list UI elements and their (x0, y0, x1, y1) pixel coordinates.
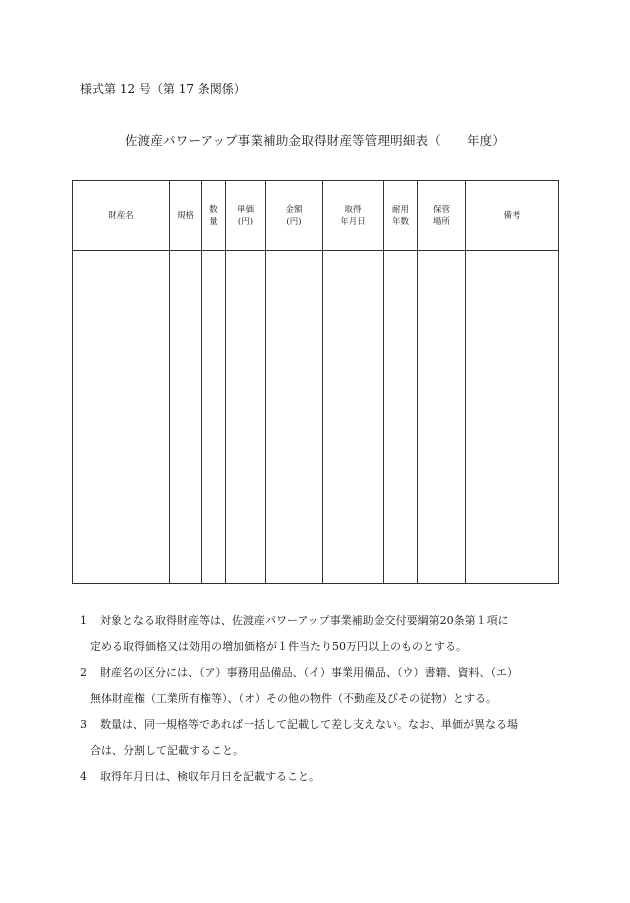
note-2 (80, 664, 518, 680)
note-1 (80, 612, 509, 628)
form-number: 様式第 12 号（第 17 条関係） (80, 82, 246, 96)
table-body-row (73, 251, 559, 584)
note-text: 数量は、同一規格等であれば一括して記載して差し支えない。なお、単価が異なる場 (100, 718, 518, 731)
header-amount: 金額 (円) (266, 181, 323, 251)
header-unit-price: 単価 (円) (226, 181, 266, 251)
cell-acquisition-date[interactable] (323, 251, 384, 584)
cell-asset-name[interactable] (73, 251, 170, 584)
note-3 (80, 716, 518, 732)
note-number: 1 (80, 614, 87, 627)
header-storage-location: 保管 場所 (418, 181, 466, 251)
note-text: 取得年月日は、検収年月日を記載すること。 (100, 770, 320, 783)
header-remarks: 備考 (466, 181, 559, 251)
title-year-suffix: 年度） (466, 133, 506, 148)
note-number: 4 (80, 770, 87, 783)
header-acquisition-date: 取得 年月日 (323, 181, 384, 251)
header-asset-name: 財産名 (73, 181, 170, 251)
note-number: 3 (80, 718, 87, 731)
document-title (0, 131, 630, 149)
note-1-continuation: 定める取得価格又は効用の増加価格が１件当たり50万円以上のものとする。 (90, 640, 467, 653)
cell-specification[interactable] (170, 251, 202, 584)
title-main: 佐渡産パワーアップ事業補助金取得財産等管理明細表（ (124, 133, 441, 148)
note-number: 2 (80, 666, 87, 679)
header-useful-life: 耐用 年数 (384, 181, 418, 251)
header-quantity: 数 量 (202, 181, 226, 251)
note-2-continuation: 無体財産権（工業所有権等）、（オ）その他の物件（不動産及びその従物）とする。 (90, 692, 497, 705)
cell-amount[interactable] (266, 251, 323, 584)
cell-quantity[interactable] (202, 251, 226, 584)
cell-storage-location[interactable] (418, 251, 466, 584)
header-specification: 規格 (170, 181, 202, 251)
cell-useful-life[interactable] (384, 251, 418, 584)
cell-unit-price[interactable] (226, 251, 266, 584)
table-header-row (73, 181, 559, 251)
note-4 (80, 768, 320, 784)
note-text: 対象となる取得財産等は、佐渡産パワーアップ事業補助金交付要綱第20条第１項に (100, 614, 509, 627)
asset-management-table (72, 180, 559, 584)
note-3-continuation: 合は、分割して記載すること。 (90, 744, 244, 757)
note-text: 財産名の区分には、（ア）事務用品備品、（イ）事業用備品、（ウ）書籍、資料、（エ） (100, 666, 518, 679)
cell-remarks[interactable] (466, 251, 559, 584)
